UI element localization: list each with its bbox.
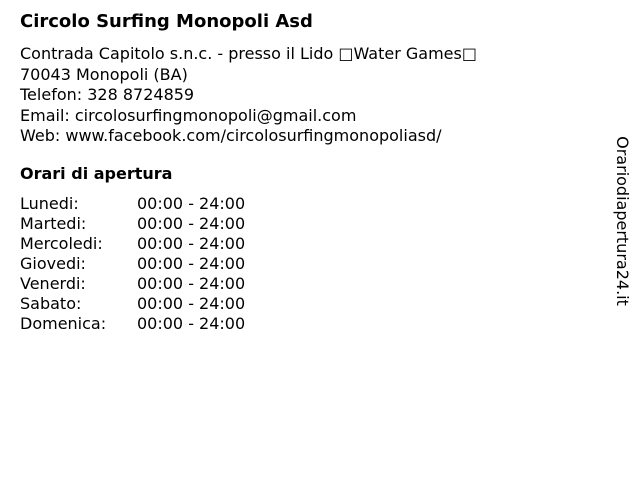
- email-address[interactable]: Email: circolosurfingmonopoli@gmail.com: [20, 105, 357, 125]
- opening-hours-table: [20, 194, 280, 334]
- day-label: Mercoledi:: [20, 234, 103, 253]
- time-range: 00:00 - 24:00: [137, 314, 246, 333]
- time-range: 00:00 - 24:00: [137, 234, 246, 253]
- hours-row-wednesday: [20, 234, 280, 254]
- time-range: 00:00 - 24:00: [137, 194, 246, 213]
- contact-info: [20, 44, 477, 147]
- time-range: 00:00 - 24:00: [137, 254, 246, 273]
- hours-row-tuesday: [20, 214, 280, 234]
- phone-number[interactable]: Telefon: 328 8724859: [20, 85, 195, 104]
- hours-row-saturday: [20, 294, 280, 314]
- day-label: Martedi:: [20, 214, 87, 233]
- opening-hours-heading: Orari di apertura: [20, 164, 173, 183]
- day-label: Lunedi:: [20, 194, 79, 213]
- time-range: 00:00 - 24:00: [137, 214, 246, 233]
- address-line-1: Contrada Capitolo s.n.c. - presso il Lido □Water Games□: [20, 44, 477, 63]
- day-label: Giovedi:: [20, 254, 86, 273]
- site-brand-vertical: Orariodiapertura24.it: [613, 136, 632, 306]
- hours-row-monday: [20, 194, 280, 214]
- hours-row-thursday: [20, 254, 280, 274]
- day-label: Sabato:: [20, 294, 82, 313]
- day-label: Venerdi:: [20, 274, 86, 293]
- hours-row-sunday: [20, 314, 280, 334]
- time-range: 00:00 - 24:00: [137, 294, 246, 313]
- day-label: Domenica:: [20, 314, 107, 333]
- time-range: 00:00 - 24:00: [137, 274, 246, 293]
- hours-row-friday: [20, 274, 280, 294]
- website-link[interactable]: Web: www.facebook.com/circolosurfingmonopoliasd/: [20, 126, 442, 145]
- business-name: Circolo Surfing Monopoli Asd: [20, 11, 313, 32]
- address-line-2: 70043 Monopoli (BA): [20, 64, 188, 84]
